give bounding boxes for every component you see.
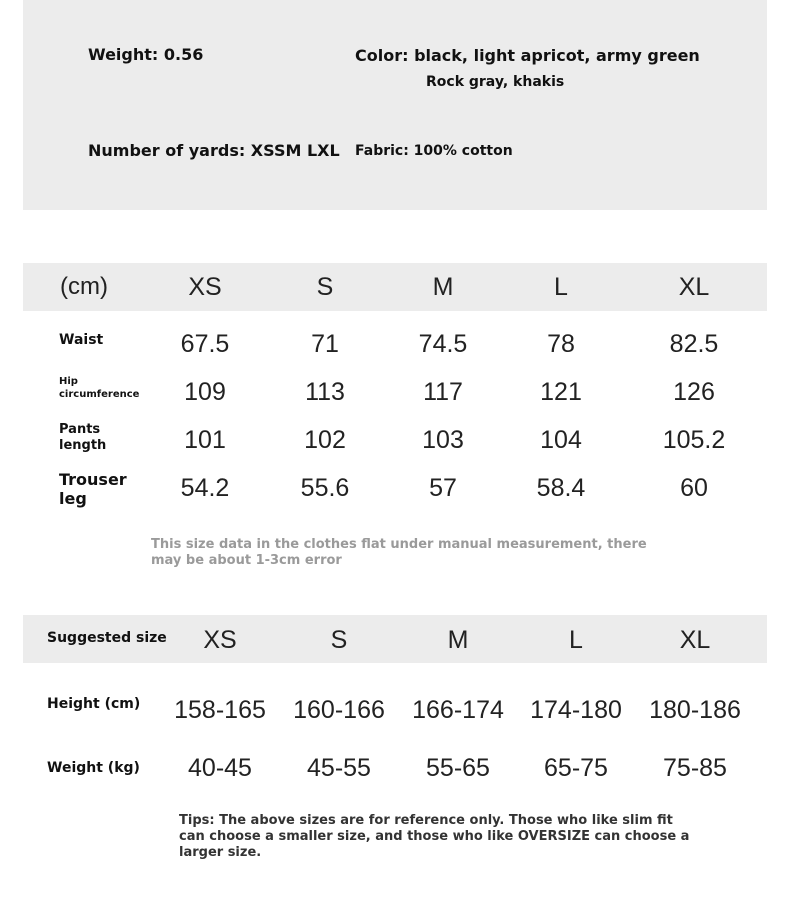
table-cell: 104 [540, 426, 582, 454]
size-header-m: M [432, 273, 454, 301]
table-cell: 113 [305, 378, 345, 406]
unit-header: (cm) [60, 273, 108, 300]
suggested-header-xl: XL [679, 626, 711, 654]
fabric-spec: Fabric: 100% cotton [355, 143, 513, 159]
size-header-xs: XS [188, 273, 222, 301]
table-cell: 82.5 [669, 330, 719, 358]
table-cell: 121 [540, 378, 582, 406]
table-cell: 67.5 [180, 330, 230, 358]
table-cell: 109 [184, 378, 226, 406]
table-cell: 126 [673, 378, 715, 406]
table-cell: 102 [304, 426, 346, 454]
table-cell: 158-165 [174, 696, 266, 724]
table-cell: 71 [311, 330, 339, 358]
table-cell: 78 [547, 330, 575, 358]
row-label-trouser-leg: Trouser leg [59, 470, 127, 508]
suggested-header-xs: XS [203, 626, 237, 654]
suggested-header-l: L [569, 626, 583, 654]
table-cell: 160-166 [293, 696, 385, 724]
table-cell: 117 [423, 378, 463, 406]
measurement-note: This size data in the clothes flat under manual measurement, there may be about 1-3cm error [151, 537, 647, 568]
table-cell: 65-75 [544, 754, 608, 782]
spec-panel [23, 0, 767, 210]
table-cell: 75-85 [663, 754, 727, 782]
table-cell: 55-65 [426, 754, 490, 782]
row-label-waist: Waist [59, 332, 104, 348]
suggested-size-header: Suggested size [47, 630, 167, 646]
size-table-header-bar [23, 263, 767, 311]
size-header-s: S [316, 273, 334, 301]
row-label-height: Height (cm) [47, 696, 141, 712]
suggested-header-s: S [330, 626, 348, 654]
table-cell: 40-45 [188, 754, 252, 782]
weight-spec: Weight: 0.56 [88, 45, 204, 64]
table-cell: 74.5 [418, 330, 468, 358]
tips-text: Tips: The above sizes are for reference only. Those who like slim fit can choose a smaller size, and those who like OVERSIZE can choose a larger size. [179, 813, 690, 860]
size-header-xl: XL [678, 273, 710, 301]
size-header-l: L [554, 273, 568, 301]
table-cell: 58.4 [536, 474, 586, 502]
table-cell: 101 [184, 426, 226, 454]
table-cell: 45-55 [307, 754, 371, 782]
table-cell: 174-180 [530, 696, 622, 724]
row-label-hip: Hip circumference [59, 376, 140, 400]
table-cell: 103 [422, 426, 464, 454]
table-cell: 55.6 [300, 474, 350, 502]
row-label-pants-length: Pants length [59, 422, 107, 453]
yards-spec: Number of yards: XSSM LXL [88, 141, 340, 160]
suggested-header-m: M [447, 626, 469, 654]
table-cell: 54.2 [180, 474, 230, 502]
table-cell: 57 [429, 474, 457, 502]
table-cell: 180-186 [649, 696, 741, 724]
color-spec: Color: black, light apricot, army green [355, 46, 700, 65]
color-spec-continued: Rock gray, khakis [426, 74, 565, 90]
table-cell: 60 [680, 474, 708, 502]
table-cell: 105.2 [662, 426, 726, 454]
table-cell: 166-174 [412, 696, 504, 724]
row-label-weight: Weight (kg) [47, 760, 140, 776]
